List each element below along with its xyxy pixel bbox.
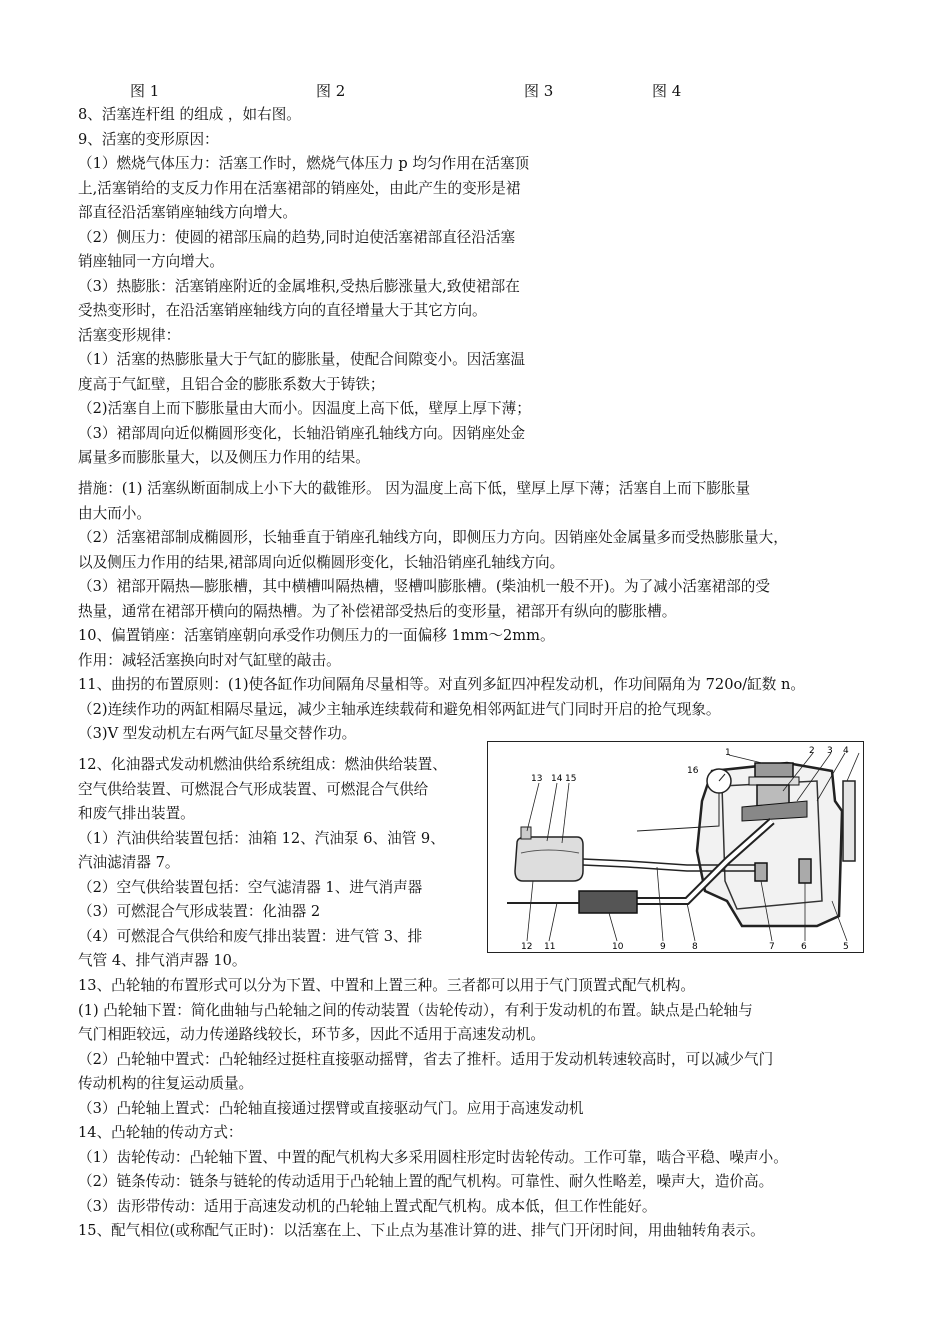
text-line: （3）可燃混合气形成装置：化油器 2 <box>78 903 321 920</box>
diagram-label-8: 8 <box>692 942 698 952</box>
section-measures <box>78 477 878 747</box>
text-line: 和废气排出装置。 <box>78 805 195 822</box>
text-line: 12、化油器式发动机燃油供给系统组成：燃油供给装置、 <box>78 756 447 773</box>
text-line: （4）可燃混合气供给和废气排出装置：进气管 3、排 <box>78 927 423 945</box>
text-line: 汽油滤清器 7。 <box>78 854 180 871</box>
diagram-label-2: 2 <box>809 746 815 756</box>
text-line: 传动机构的往复运动质量。 <box>78 1075 254 1092</box>
text-line: 11、曲拐的布置原则：(1)使各缸作功间隔角尽量相等。对直列多缸四冲程发动机，作功间隔角为 720o/缸数 n。 <box>78 676 806 693</box>
text-line: 热量，通常在裙部开横向的隔热槽。为了补偿裙部受热后的变形量，裙部开有纵向的膨胀槽。 <box>78 602 677 620</box>
text-line: 受热变形时，在沿活塞销座轴线方向的直径增量大于其它方向。 <box>78 302 487 319</box>
text-line: 销座轴同一方向增大。 <box>78 253 224 270</box>
diagram-label-5: 5 <box>843 942 849 952</box>
text-line: 度高于气缸壁，且铝合金的膨胀系数大于铸铁； <box>78 375 385 393</box>
text-line: 作用：减轻活塞换向时对气缸壁的敲击。 <box>78 651 341 669</box>
text-line: （3）裙部开隔热—膨胀槽，其中横槽叫隔热槽，竖槽叫膨胀槽。(柴油机一般不开)。为了减小活塞裙部的受 <box>78 578 770 595</box>
fuel-system-diagram <box>487 741 864 953</box>
diagram-label-15: 15 <box>565 774 577 784</box>
text-line: （1）燃烧气体压力：活塞工作时，燃烧气体压力 p 均匀作用在活塞顶 <box>78 155 530 172</box>
text-line: （1）齿轮传动：凸轮轴下置、中置的配气机构大多采用圆柱形定时齿轮传动。工作可靠，啮合平稳、噪声小。 <box>78 1148 788 1166</box>
section-camshaft <box>78 974 878 1244</box>
diagram-label-14: 14 <box>551 774 563 784</box>
text-line: 13、凸轮轴的布置形式可以分为下置、中置和上置三种。三者都可以用于气门顶置式配气机构。 <box>78 977 695 994</box>
diagram-label-7: 7 <box>769 942 775 952</box>
section-piston-deformation <box>78 103 583 471</box>
text-line: 8、活塞连杆组 的组成 ，如右图。 <box>78 106 301 123</box>
diagram-label-12: 12 <box>521 942 533 952</box>
text-line: （2)连续作功的两缸相隔尽量远，减少主轴承连续载荷和避免相邻两缸进气门同时开启的抢气现象。 <box>78 700 721 718</box>
text-line: （3）热膨胀：活塞销座附近的金属堆积,受热后膨涨量大,致使裙部在 <box>78 277 520 295</box>
text-line: （2）活塞裙部制成椭圆形，长轴垂直于销座孔轴线方向，即侧压力方向。因销座处金属量多而受热膨胀量大， <box>78 529 788 546</box>
text-line: （2）空气供给装置包括：空气滤清器 1、进气消声器 <box>78 878 423 896</box>
figure-label-2: 图 2 <box>316 82 346 100</box>
text-line: （3)V 型发动机左右两气缸尽量交替作功。 <box>78 725 357 742</box>
text-line: 部直径沿活塞销座轴线方向增大。 <box>78 204 297 221</box>
text-line: 空气供给装置、可燃混合气形成装置、可燃混合气供给 <box>78 780 429 798</box>
text-line: （2)活塞自上而下膨胀量由大而小。因温度上高下低，壁厚上厚下薄； <box>78 400 531 417</box>
diagram-label-6: 6 <box>801 942 807 952</box>
diagram-label-9: 9 <box>660 942 666 952</box>
text-line: 9、活塞的变形原因： <box>78 130 219 148</box>
diagram-label-3: 3 <box>827 746 833 756</box>
figure-label-4: 图 4 <box>652 82 682 100</box>
figure-label-1: 图 1 <box>130 82 160 100</box>
diagram-label-16: 16 <box>687 766 699 776</box>
text-line: （1）汽油供给装置包括：油箱 12、汽油泵 6、油管 9、 <box>78 829 445 847</box>
text-line: 14、凸轮轴的传动方式： <box>78 1124 243 1141</box>
text-line: 由大而小。 <box>78 504 151 522</box>
text-line: （3）齿形带传动：适用于高速发动机的凸轮轴上置式配气机构。成本低，但工作性能好。 <box>78 1197 657 1215</box>
text-line: （1）活塞的热膨胀量大于气缸的膨胀量，使配合间隙变小。因活塞温 <box>78 351 526 368</box>
text-line: （2）凸轮轴中置式：凸轮轴经过挺柱直接驱动摇臂，省去了推杆。适用于发动机转速较高时，可以减少气门 <box>78 1050 774 1068</box>
diagram-label-1: 1 <box>725 748 731 758</box>
text-line: （3）裙部周向近似椭圆形变化，长轴沿销座孔轴线方向。因销座处金 <box>78 424 526 442</box>
diagram-label-4: 4 <box>843 746 849 756</box>
text-line: 10、偏置销座：活塞销座朝向承受作功侧压力的一面偏移 1mm～2mm。 <box>78 627 555 644</box>
figure-label-3: 图 3 <box>524 82 554 100</box>
text-line: （3）凸轮轴上置式：凸轮轴直接通过摆臂或直接驱动气门。应用于高速发动机 <box>78 1099 584 1117</box>
text-line: （2）链条传动：链条与链轮的传动适用于凸轮轴上置的配气机构。可靠性、耐久性略差，噪声大，造价高。 <box>78 1173 774 1190</box>
text-line: 气管 4、排气消声器 10。 <box>78 952 247 969</box>
text-line: 上,活塞销给的支反力作用在活塞裙部的销座处，由此产生的变形是裙 <box>78 179 521 197</box>
text-line: 措施：(1) 活塞纵断面制成上小下大的截锥形。 因为温度上高下低，壁厚上厚下薄；活塞自上而下膨胀量 <box>78 480 751 497</box>
text-line: （2）侧压力：使圆的裙部压扁的趋势,同时迫使活塞裙部直径沿活塞 <box>78 228 516 246</box>
text-line: 15、配气相位(或称配气正时)：以活塞在上、下止点为基准计算的进、排气门开闭时间，用曲轴转角表示。 <box>78 1222 765 1239</box>
text-line: (1) 凸轮轴下置：简化曲轴与凸轮轴之间的传动装置（齿轮传动），有利于发动机的布置。缺点是凸轮轴与 <box>78 1001 753 1019</box>
diagram-label-11: 11 <box>544 942 556 952</box>
section-fuel-system <box>78 753 478 974</box>
text-line: 以及侧压力作用的结果,裙部周向近似椭圆形变化，长轴沿销座孔轴线方向。 <box>78 553 565 571</box>
text-line: 属量多而膨胀量大，以及侧压力作用的结果。 <box>78 449 370 466</box>
text-line: 气门相距较远，动力传递路线较长，环节多，因此不适用于高速发动机。 <box>78 1026 546 1043</box>
diagram-label-13: 13 <box>531 774 543 784</box>
text-line: 活塞变形规律： <box>78 326 181 344</box>
diagram-label-10: 10 <box>612 942 624 952</box>
